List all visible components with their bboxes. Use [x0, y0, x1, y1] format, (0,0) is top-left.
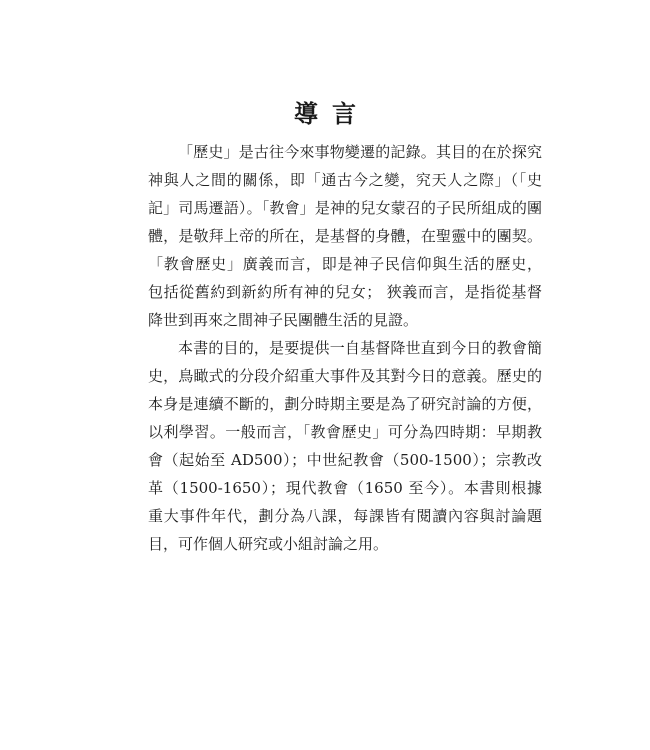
paragraph-1: 「歷史」是古往今來事物變遷的記錄。其目的在於探究神與人之間的關係，即「通古今之變，究天人之際」（「史記」司馬遷語）。「教會」是神的兒女蒙召的子民所組成的團體，是敬拜上帝的所在，是基督的身體，在聖靈中的團契。「教會歷史」廣義而言，即是神子民信仰與生活的歷史， 包括從舊約到新約所有神的兒女； 狹義而言，是指從基督降世到再來之間神子民團體生活的見證。: [148, 143, 542, 329]
paragraph-2: 本書的目的，是要提供一自基督降世直到今日的教會簡史，鳥瞰式的分段介紹重大事件及其對今日的意義。歷史的本身是連續不斷的，劃分時期主要是為了研究討論的方便，以利學習。一般而言，「教會歷史」可分為四時期：早期教會（起始至 AD500）；中世紀教會（500-1500）；宗教改革（1500-1650）；現代教會（1650 至今）。本書則根據重大事件年代，劃分為八課，每課皆有閱讀內容與討論題目，可作個人研究或小組討論之用。: [148, 339, 542, 553]
page-title: 導言: [294, 100, 370, 128]
body-text: [148, 138, 542, 558]
